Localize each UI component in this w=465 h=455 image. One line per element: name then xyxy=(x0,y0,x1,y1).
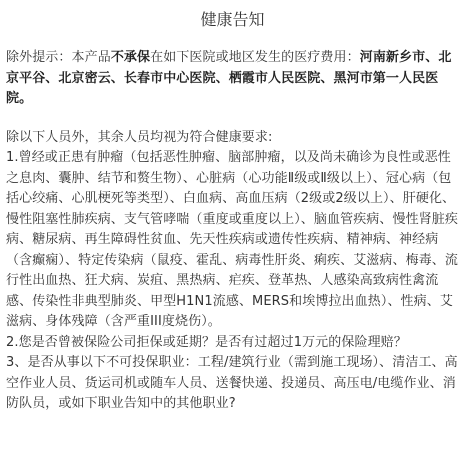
question-1: 1.曾经或正患有肿瘤（包括恶性肿瘤、脑部肿瘤，以及尚未确诊为良性或恶性之息肉、囊肿、结节和赘生物）、心脏病（心功能Ⅱ级或Ⅱ级以上）、冠心病（包括心绞痛、心肌梗死等类型）、白血病、高血压病（2级或2级以上）、肝硬化、慢性阻塞性肺疾病、支气管哮喘（重度或重度以上）、脑血管疾病、慢性肾脏疾病、糖尿病、再生障碍性贫血、先天性疾病或遗传性疾病、精神病、神经病（含癫痫）、特定传染病（鼠疫、霍乱、病毒性肝炎、痢疾、艾滋病、梅毒、流行性出血热、狂犬病、炭疽、黑热病、疟疾、登革热、人感染高致病性禽流感、传染性非典型肺炎、甲型H1N1流感、MERS和埃博拉出血热）、性病、艾滋病、身体残障（含严重III度烧伤）。 xyxy=(6,150,459,329)
section-gap xyxy=(6,110,459,128)
intro-text: 除以下人员外，其余人员均视为符合健康要求: xyxy=(6,129,273,145)
question-2: 2.您是否曾被保险公司拒保或延期？是否有过超过1万元的保险理赔？ xyxy=(6,334,407,350)
exclusion-middle: 在如下医院或地区发生的医疗费用： xyxy=(150,50,360,65)
page-title: 健康告知 xyxy=(200,10,265,29)
question-3: 3、是否从事以下不可投保职业：工程/建筑行业（需到施工现场）、清洁工、高空作业人员、货运司机或随车人员、送餐快递、投递员、高压电/电缆作业、消防队员，或如下职业告知中的其他职业? xyxy=(6,355,458,411)
exclusion-notice xyxy=(6,48,459,110)
excluded-places: 河南新乡市、北京平谷、北京密云、长春市中心医院、栖霞市人民医院、黑河市第一人民医院。 xyxy=(6,50,452,106)
not-covered-text: 不承保 xyxy=(110,50,151,65)
exclusion-lead: 除外提示：本产品 xyxy=(6,50,111,65)
